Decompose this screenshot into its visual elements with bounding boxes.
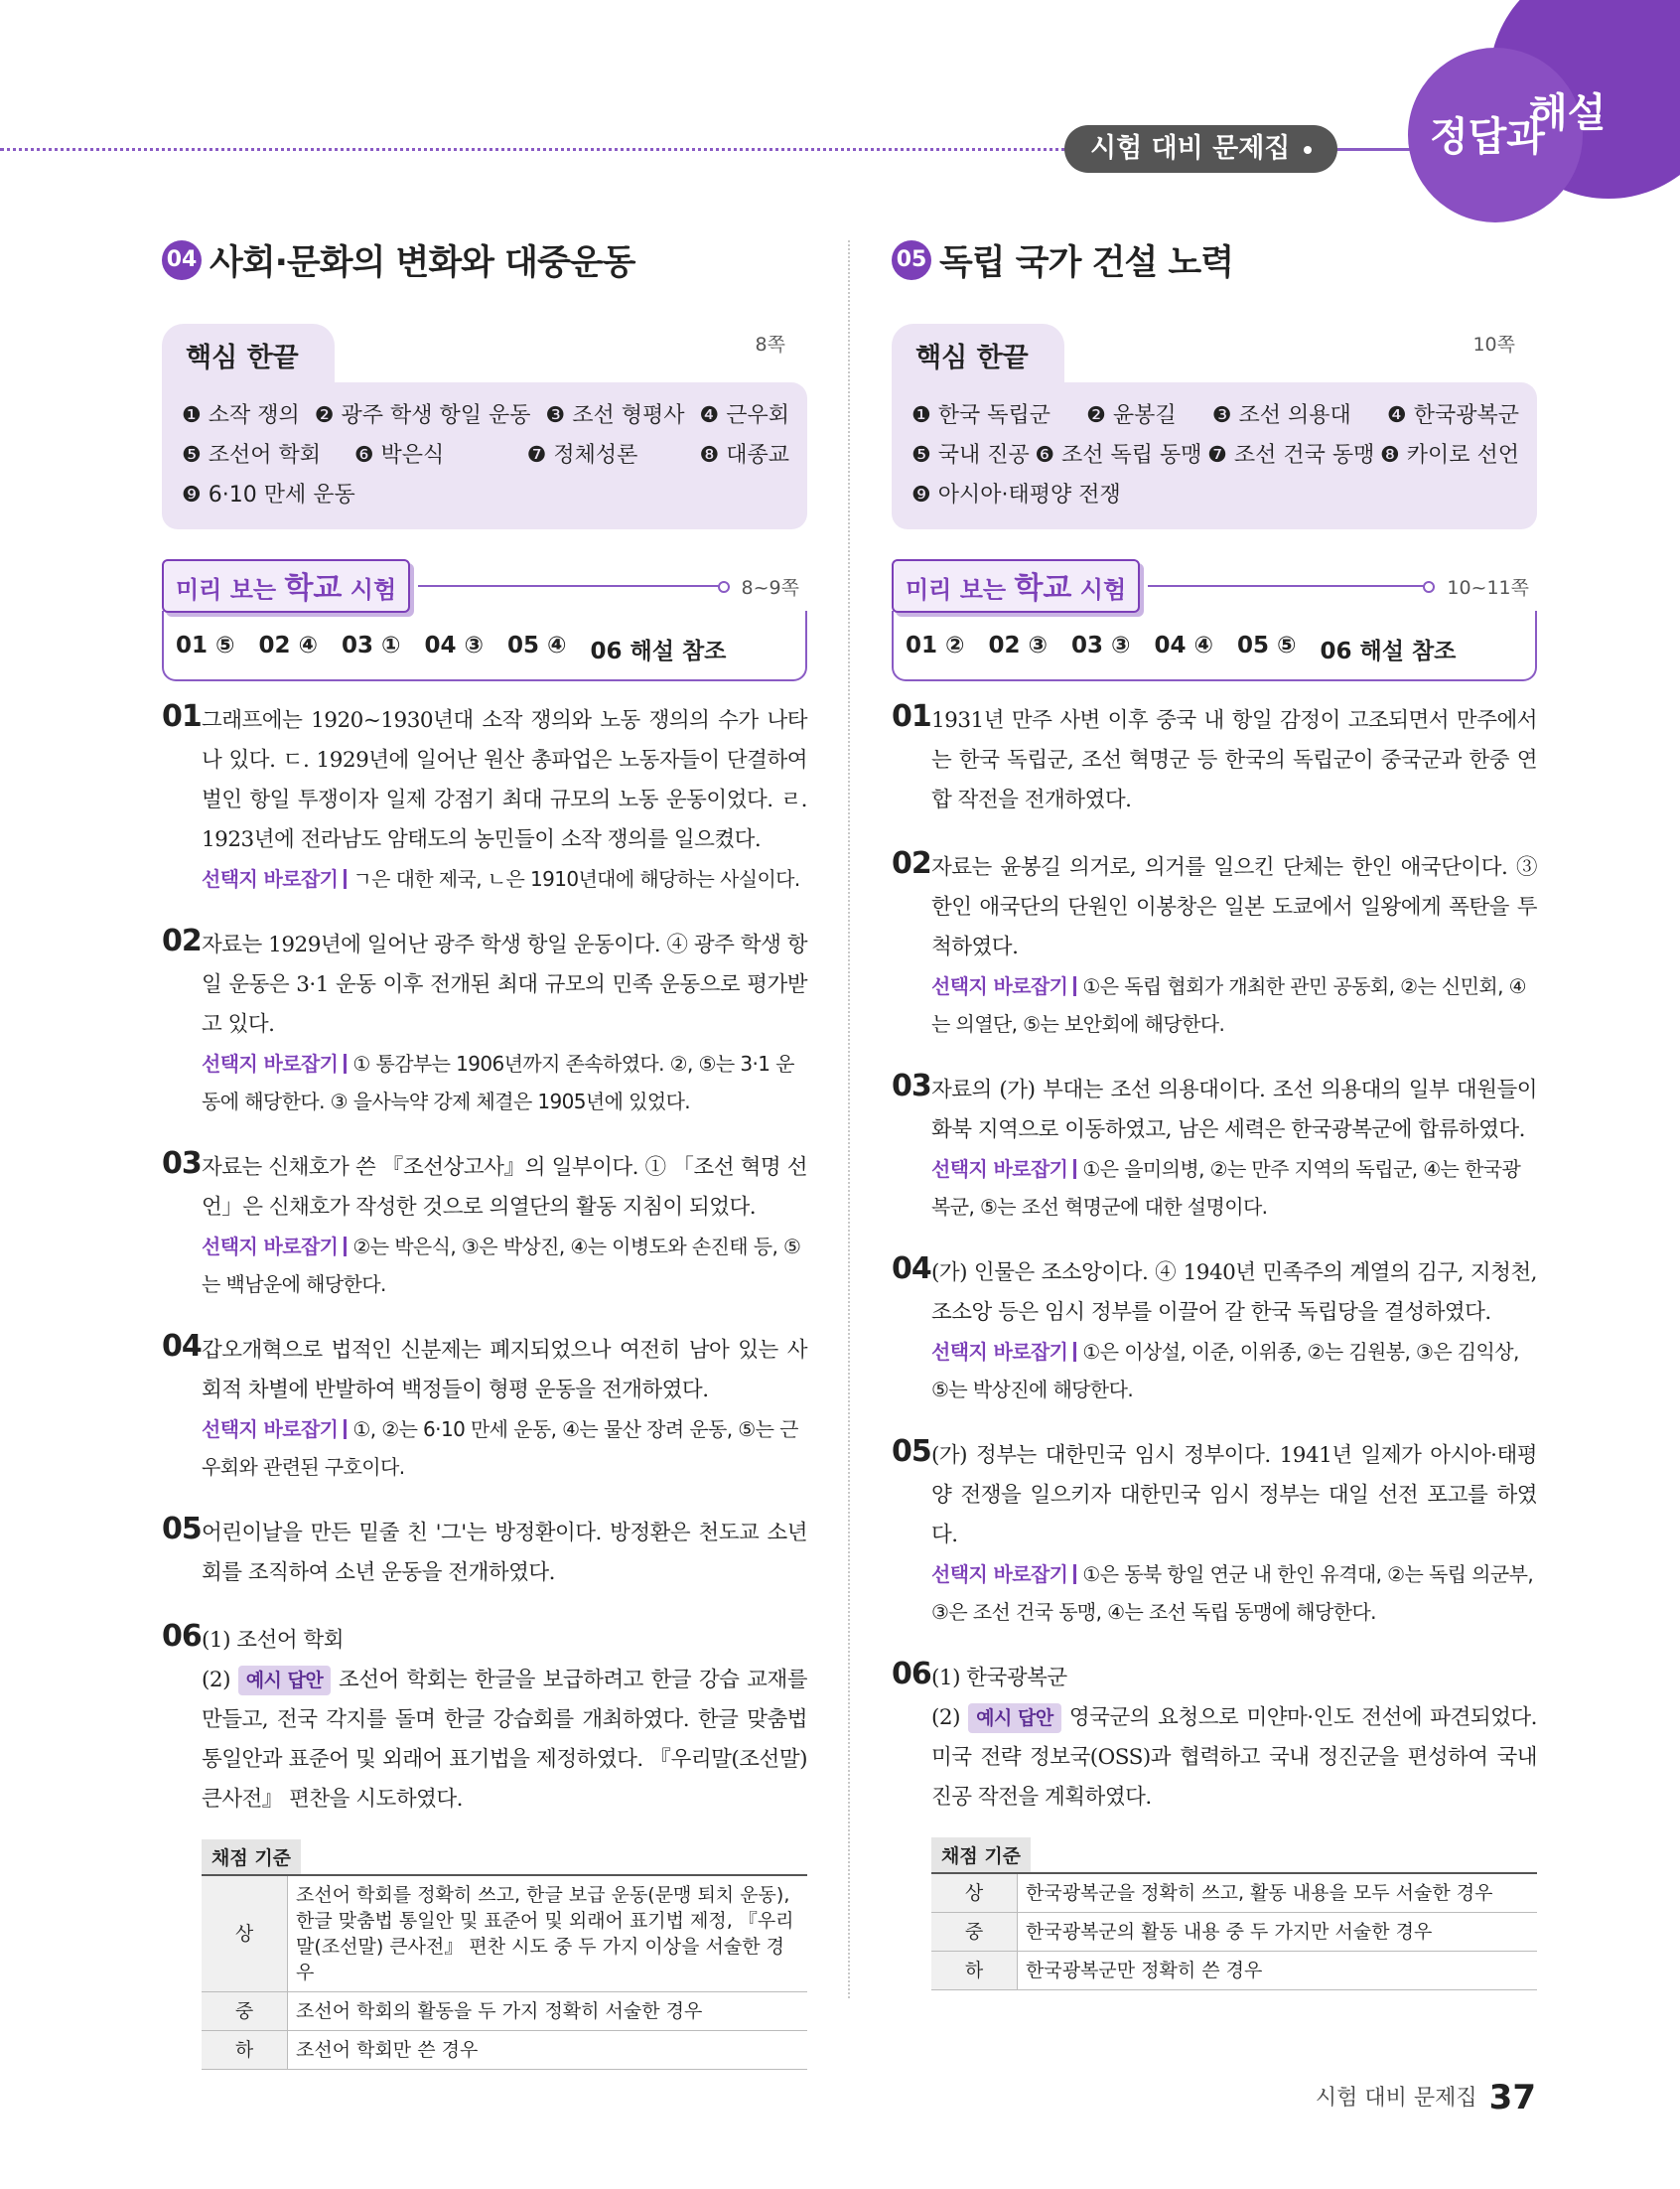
answer-05: 05 어린이날을 만든 밑줄 친 '그'는 방정환이다. 방정환은 천도교 소년회를 조직하여 소년 운동을 전개하였다. (162, 1512, 807, 1585)
grade-row: 하 조선어 학회만 쓴 경우 (202, 2031, 807, 2070)
section-number: 04 (162, 240, 202, 280)
preview-label: 미리 보는 학교 시험 (162, 559, 410, 613)
answer-note: 선택지 바로잡기 ①은 독립 협회가 개최한 관민 공동회, ②는 신민회, ④는 의열단, ⑤는 보안회에 해당한다. (931, 974, 1526, 1036)
core-item: ❼ 정체성론 (526, 443, 638, 468)
answer-note: 선택지 바로잡기 ①은 을미의병, ②는 만주 지역의 독립군, ④는 한국광복군, ⑤는 조선 혁명군에 대한 설명이다. (931, 1157, 1521, 1219)
core-item: ❺ 국내 진공 (911, 443, 1030, 468)
core-item: ❷ 윤봉길 (1086, 403, 1177, 428)
core-page: 8쪽 (755, 334, 785, 356)
page-number: 37 (1488, 2078, 1536, 2117)
preview-answer: 04 ③ (424, 633, 484, 658)
school-test-preview (892, 559, 1537, 681)
preview-page: 8~9쪽 (741, 576, 799, 599)
answer-04: 04 갑오개혁으로 법적인 신분제는 폐지되었으나 여전히 남아 있는 사회적 차별에 반발하여 백정들이 형평 운동을 전개하였다. 선택지 바로잡기 ①, ②는 6·10 만세 운동, ④는 물산 장려 운동, ⑤는 근우회와 관련된 구호이다. (162, 1331, 807, 1486)
school-test-preview (162, 559, 807, 681)
section-heading: 사회·문화의 변화와 대중운동 (210, 243, 635, 283)
preview-page: 10~11쪽 (1447, 576, 1529, 599)
core-item: ❽ 카이로 선언 (1379, 443, 1519, 468)
core-item: ❶ 소작 쟁의 (182, 403, 300, 428)
section-number: 05 (892, 240, 931, 280)
core-item: ❾ 아시아·태평양 전쟁 (911, 483, 1121, 508)
core-item: ❻ 박은식 (353, 443, 445, 468)
core-summary (162, 324, 807, 529)
preview-answer: 05 ⑤ (1237, 633, 1297, 658)
preview-answer: 04 ④ (1154, 633, 1213, 658)
answer-note: 선택지 바로잡기 ①은 동북 항일 연군 내 한인 유격대, ②는 독립 의군부, ③은 조선 건국 동맹, ④는 조선 독립 동맹에 해당한다. (931, 1562, 1534, 1624)
core-item: ❺ 조선어 학회 (182, 443, 321, 468)
grade-row: 상 한국광복군을 정확히 쓰고, 활동 내용을 모두 서술한 경우 (931, 1873, 1537, 1913)
preview-answer: 03 ③ (1071, 633, 1131, 658)
answer-note: 선택지 바로잡기 ①은 이상설, 이준, 이위종, ②는 김원봉, ③은 김익상, ⑤는 박상진에 해당한다. (931, 1340, 1519, 1401)
header-book-title: 시험 대비 문제집 (1064, 125, 1337, 173)
grade-row: 중 조선어 학회의 활동을 두 가지 정확히 서술한 경우 (202, 1992, 807, 2031)
answer-01: 01 그래프에는 1920~1930년대 소작 쟁의와 노동 쟁의의 수가 나타나 있다. ㄷ. 1929년에 일어난 원산 총파업은 노동자들이 단결하여 벌인 항일 투쟁이자 일제 강점기 최대 규모의 노동 운동이었다. ㄹ. 1923년에 전라남도 암태도의 농민들이 소작 쟁의를 일으켰다. 선택지 바로잡기 ㄱ은 대한 제국, ㄴ은 1910년대에 해당하는 사실이다. (162, 701, 807, 898)
core-item: ❼ 조선 건국 동맹 (1207, 443, 1375, 468)
core-box (162, 382, 807, 529)
answer-03: 03 자료는 신채호가 쓴 『조선상고사』의 일부이다. ① 「조선 혁명 선언」은 신채호가 작성한 것으로 의열단의 활동 지침이 되었다. 선택지 바로잡기 ②는 박은식, ③은 박상진, ④는 이병도와 손진태 등, ⑤는 백남운에 해당한다. (162, 1148, 807, 1303)
core-label: 핵심 한끝 (162, 324, 335, 382)
section-title-05 (892, 230, 1537, 290)
grade-row: 중 한국광복군의 활동 내용 중 두 가지만 서술한 경우 (931, 1913, 1537, 1952)
right-column (892, 230, 1537, 1990)
section-heading: 독립 국가 건설 노력 (939, 243, 1234, 283)
answer-02: 02 자료는 윤봉길 의거로, 의거를 일으킨 단체는 한인 애국단이다. ③ 한인 애국단의 단원인 이봉창은 일본 도쿄에서 일왕에게 폭탄을 투척하였다. 선택지 바로잡기 ①은 독립 협회가 개최한 관민 공동회, ②는 신민회, ④는 의열단, ⑤는 보안회에 해당한다. (892, 848, 1537, 1043)
core-item: ❷ 광주 학생 항일 운동 (314, 403, 531, 428)
preview-answers (162, 611, 807, 681)
left-column (162, 230, 807, 2070)
core-item: ❽ 대종교 (699, 443, 789, 468)
answer-01: 01 1931년 만주 사변 이후 중국 내 항일 감정이 고조되면서 만주에서는 한국 독립군, 조선 혁명군 등 한국의 독립군이 중국군과 한중 연합 작전을 전개하였다. (892, 699, 1537, 812)
header-badge-text-2: 해설 (1529, 90, 1607, 136)
answer-note: 선택지 바로잡기 ①, ②는 6·10 만세 운동, ④는 물산 장려 운동, ⑤는 근우회와 관련된 구호이다. (202, 1417, 798, 1479)
preview-answer: 03 ① (342, 633, 401, 658)
answer-note: 선택지 바로잡기 ②는 박은식, ③은 박상진, ④는 이병도와 손진태 등, ⑤는 백남운에 해당한다. (202, 1235, 801, 1296)
preview-answer: 02 ④ (258, 633, 318, 658)
core-box (892, 382, 1537, 529)
example-answer-tag: 예시 답안 (238, 1666, 332, 1695)
core-label: 핵심 한끝 (892, 324, 1064, 382)
preview-answers (892, 611, 1537, 681)
answer-06: 06 (1) 조선어 학회 (2) 예시 답안 조선어 학회는 한글을 보급하려고 한글 강습 교재를 만들고, 전국 각지를 돌며 한글 강습회를 개최하였다. 한글 맞춤법 통일안과 표준어 및 외래어 표기법을 제정하였다. 『우리말(조선말) 큰사전』 편찬을 시도하였다. 채점 기준 상 조선어 학회를 정확히 쓰고, 한글 보급 운동(문맹 퇴치 운동), 한글 맞춤법 통일안 및 표준어 및 외래어 표기법 제정, 『우리말(조선말) 큰사전』 편찬 시도 중 두 가지 이상을 서술한 경우 중 조선어 학회의 활동을 두 가지 정확히 서술한 경우 하 조선어 학회만 쓴 경우 (162, 1621, 807, 2070)
column-divider (848, 240, 850, 1998)
grading-table: 채점 기준 상 한국광복군을 정확히 쓰고, 활동 내용을 모두 서술한 경우 중 한국광복군의 활동 내용 중 두 가지만 서술한 경우 하 한국광복군만 정확히 쓴 경우 (931, 1837, 1537, 1990)
grading-table: 채점 기준 상 조선어 학회를 정확히 쓰고, 한글 보급 운동(문맹 퇴치 운동), 한글 맞춤법 통일안 및 표준어 및 외래어 표기법 제정, 『우리말(조선말) 큰사전』 편찬 시도 중 두 가지 이상을 서술한 경우 중 조선어 학회의 활동을 두 가지 정확히 서술한 경우 하 조선어 학회만 쓴 경우 (202, 1839, 807, 2070)
core-item: ❾ 6·10 만세 운동 (182, 483, 355, 508)
preview-answer: 02 ③ (988, 633, 1048, 658)
preview-answer: 06 해설 참조 (590, 639, 727, 664)
answer-05: 05 (가) 정부는 대한민국 임시 정부이다. 1941년 일제가 아시아·태평양 전쟁을 일으키자 대한민국 임시 정부는 대일 선전 포고를 하였다. 선택지 바로잡기 ①은 동북 항일 연군 내 한인 유격대, ②는 독립 의군부, ③은 조선 건국 동맹, ④는 조선 독립 동맹에 해당한다. (892, 1436, 1537, 1631)
answer-06: 06 (1) 한국광복군 (2) 예시 답안 영국군의 요청으로 미얀마·인도 전선에 파견되었다. 미국 전략 정보국(OSS)과 협력하고 국내 정진군을 편성하여 국내 진공 작전을 계획하였다. 채점 기준 상 한국광복군을 정확히 쓰고, 활동 내용을 모두 서술한 경우 중 한국광복군의 활동 내용 중 두 가지만 서술한 경우 하 한국광복군만 정확히 쓴 경우 (892, 1659, 1537, 1990)
answer-03: 03 자료의 (가) 부대는 조선 의용대이다. 조선 의용대의 일부 대원들이 화북 지역으로 이동하였고, 남은 세력은 한국광복군에 합류하였다. 선택지 바로잡기 ①은 을미의병, ②는 만주 지역의 독립군, ④는 한국광복군, ⑤는 조선 혁명군에 대한 설명이다. (892, 1071, 1537, 1226)
preview-answer: 01 ⑤ (176, 633, 235, 658)
grade-row: 상 조선어 학회를 정확히 쓰고, 한글 보급 운동(문맹 퇴치 운동), 한글 맞춤법 통일안 및 표준어 및 외래어 표기법 제정, 『우리말(조선말) 큰사전』 편찬 시도 중 두 가지 이상을 서술한 경우 (202, 1875, 807, 1992)
grade-row: 하 한국광복군만 정확히 쓴 경우 (931, 1952, 1537, 1990)
core-item: ❹ 한국광복군 (1387, 403, 1519, 428)
core-item: ❸ 조선 의용대 (1211, 403, 1351, 428)
preview-answer: 05 ④ (507, 633, 567, 658)
preview-label: 미리 보는 학교 시험 (892, 559, 1140, 613)
header-dotted-rule (0, 148, 1072, 151)
core-item: ❶ 한국 독립군 (911, 403, 1050, 428)
answer-04: 04 (가) 인물은 조소앙이다. ④ 1940년 민족주의 계열의 김구, 지청천, 조소앙 등은 임시 정부를 이끌어 갈 한국 독립당을 결성하였다. 선택지 바로잡기 ①은 이상설, 이준, 이위종, ②는 김원봉, ③은 김익상, ⑤는 박상진에 해당한다. (892, 1253, 1537, 1408)
preview-answer: 06 해설 참조 (1320, 639, 1457, 664)
core-item: ❹ 근우회 (699, 403, 789, 428)
core-summary (892, 324, 1537, 529)
example-answer-tag: 예시 답안 (968, 1703, 1061, 1733)
footer-book-title: 시험 대비 문제집 (1315, 2086, 1477, 2111)
page-footer (1316, 2078, 1536, 2117)
header-badge-text-1: 정답과 (1430, 114, 1545, 160)
core-page: 10쪽 (1472, 334, 1515, 356)
section-title-04 (162, 230, 807, 290)
preview-answer: 01 ② (906, 633, 965, 658)
core-item: ❻ 조선 독립 동맹 (1035, 443, 1202, 468)
answer-note: 선택지 바로잡기 ① 통감부는 1906년까지 존속하였다. ②, ⑤는 3·1 운동에 해당한다. ③ 을사늑약 강제 체결은 1905년에 있었다. (202, 1052, 794, 1113)
answer-note: 선택지 바로잡기 ㄱ은 대한 제국, ㄴ은 1910년대에 해당하는 사실이다. (202, 867, 800, 891)
core-item: ❸ 조선 형평사 (545, 403, 685, 428)
answer-02: 02 자료는 1929년에 일어난 광주 학생 항일 운동이다. ④ 광주 학생 항일 운동은 3·1 운동 이후 전개된 최대 규모의 민족 운동으로 평가받고 있다. 선택지 바로잡기 ① 통감부는 1906년까지 존속하였다. ②, ⑤는 3·1 운동에 해당한다. ③ 을사늑약 강제 체결은 1905년에 있었다. (162, 926, 807, 1120)
